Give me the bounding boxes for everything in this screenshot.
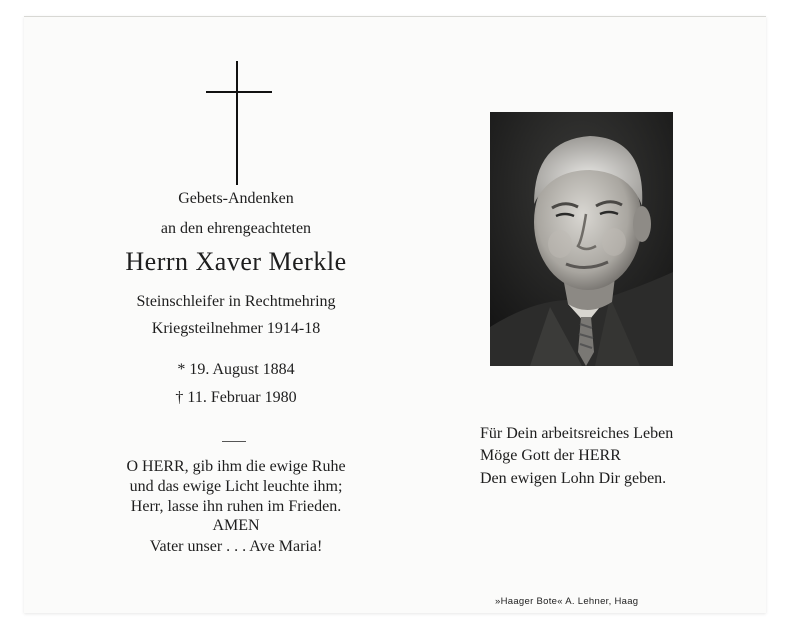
printer-imprint: »Haager Bote« A. Lehner, Haag bbox=[495, 596, 639, 607]
verse-line-3: Den ewigen Lohn Dir geben. bbox=[480, 470, 667, 487]
verse-line-1: Für Dein arbeitsreiches Leben bbox=[480, 425, 674, 442]
prayer-line-3: Herr, lasse ihn ruhen im Frieden. bbox=[130, 498, 342, 515]
card-heading: Gebets-Andenken bbox=[178, 190, 294, 207]
portrait-photo bbox=[490, 112, 673, 366]
card-dedication: an den ehrengeachteten bbox=[160, 220, 312, 237]
memorial-card bbox=[24, 16, 766, 613]
deceased-service: Kriegsteilnehmer 1914-18 bbox=[151, 320, 321, 337]
birth-date: * 19. August 1884 bbox=[177, 361, 295, 378]
prayer-line-2: und das ewige Licht leuchte ihm; bbox=[129, 478, 343, 495]
separator-line bbox=[222, 441, 246, 442]
prayer-line-1: O HERR, gib ihm die ewige Ruhe bbox=[126, 458, 346, 475]
prayer-closing: Vater unser . . . Ave Maria! bbox=[149, 538, 323, 555]
card-left-column bbox=[86, 17, 386, 613]
deceased-name: Herrn Xaver Merkle bbox=[125, 247, 347, 276]
deceased-occupation: Steinschleifer in Rechtmehring bbox=[136, 293, 336, 310]
latin-cross-icon bbox=[206, 61, 272, 185]
verse-line-2: Möge Gott der HERR bbox=[480, 447, 621, 464]
death-date: † 11. Februar 1980 bbox=[175, 389, 297, 406]
prayer-amen: AMEN bbox=[212, 517, 260, 534]
